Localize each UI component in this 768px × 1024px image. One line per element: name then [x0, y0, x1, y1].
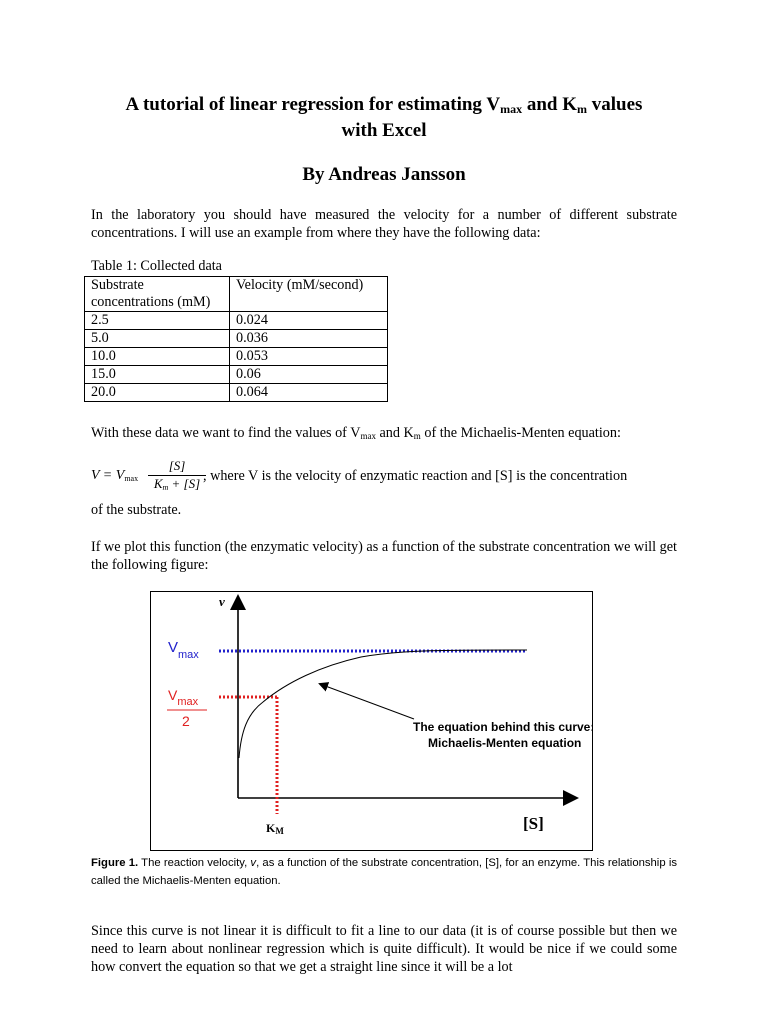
table-header-substrate: Substrate concentrations (mM)	[85, 277, 230, 312]
equation-lhs: $V = V_{max}$	[91, 468, 139, 483]
equation-explanation: , where V is the velocity of enzymatic reaction and [S] is the concentration	[203, 468, 628, 484]
closing-paragraph: Since this curve is not linear it is difficult to fit a line to our data (it is of course possible but then we need to learn about nonlinear regression which is quite difficult). It would be nice if we could some how convert the equation so that we get a straight line since it will be a lot	[91, 923, 677, 975]
table-row	[85, 348, 388, 366]
table-cell: 5.0	[85, 330, 230, 348]
figure-caption: Figure 1. The reaction velocity, v, as a function of the substrate concentration, [S], for an enzyme. This relationship is called the Michaelis-Menten equation.	[91, 857, 677, 887]
table-cell: 2.5	[85, 312, 230, 330]
table-cell: 20.0	[85, 384, 230, 402]
goal-paragraph: With these data we want to find the values of $V_{max}$ and $K_m$ of the Michaelis-Menten equation:	[91, 425, 621, 441]
table-header-row	[85, 277, 388, 312]
data-table	[84, 276, 388, 402]
figure-1	[150, 591, 593, 851]
table-cell: 0.053	[230, 348, 388, 366]
half-vmax-numerator: $V_{max}$	[168, 687, 199, 708]
table-caption: Table 1: Collected data	[91, 258, 222, 274]
equation-numerator: [S]	[168, 458, 186, 473]
title-line-2: with Excel	[341, 120, 427, 141]
table-row	[85, 366, 388, 384]
annotation-line-2: Michaelis-Menten equation	[428, 736, 582, 750]
table-cell: 10.0	[85, 348, 230, 366]
michaelis-menten-plot	[151, 592, 592, 850]
table-cell: 15.0	[85, 366, 230, 384]
annotation-line-1: The equation behind this curve:	[413, 720, 592, 734]
title-line-1: A tutorial of linear regression for estimating $V_{max}$ and $K_m$ values	[125, 94, 643, 116]
km-label: KM	[266, 821, 284, 836]
half-vmax-denominator: 2	[182, 713, 190, 729]
document-title	[60, 92, 708, 144]
table-row	[85, 312, 388, 330]
table-row	[85, 330, 388, 348]
table-header-velocity: Velocity (mM/second)	[230, 277, 388, 312]
x-axis-label: [S]	[523, 814, 544, 833]
table-cell: 0.024	[230, 312, 388, 330]
equation-continuation: of the substrate.	[91, 502, 182, 518]
author-line: By Andreas Jansson	[302, 164, 466, 185]
table-cell: 0.036	[230, 330, 388, 348]
intro-paragraph: In the laboratory you should have measured the velocity for a number of different substrate concentrations. I will use an example from where they have the following data:	[91, 207, 677, 241]
table-cell: 0.06	[230, 366, 388, 384]
plot-intro-paragraph: If we plot this function (the enzymatic velocity) as a function of the substrate concentration we will get the following figure:	[91, 539, 677, 573]
vmax-label: $V_{max}$	[168, 639, 199, 661]
table-cell: 0.064	[230, 384, 388, 402]
annotation-arrow	[320, 684, 414, 719]
equation-denominator: $K_m + [S]$	[153, 476, 201, 492]
y-axis-label: v	[219, 594, 225, 609]
table-row	[85, 384, 388, 402]
